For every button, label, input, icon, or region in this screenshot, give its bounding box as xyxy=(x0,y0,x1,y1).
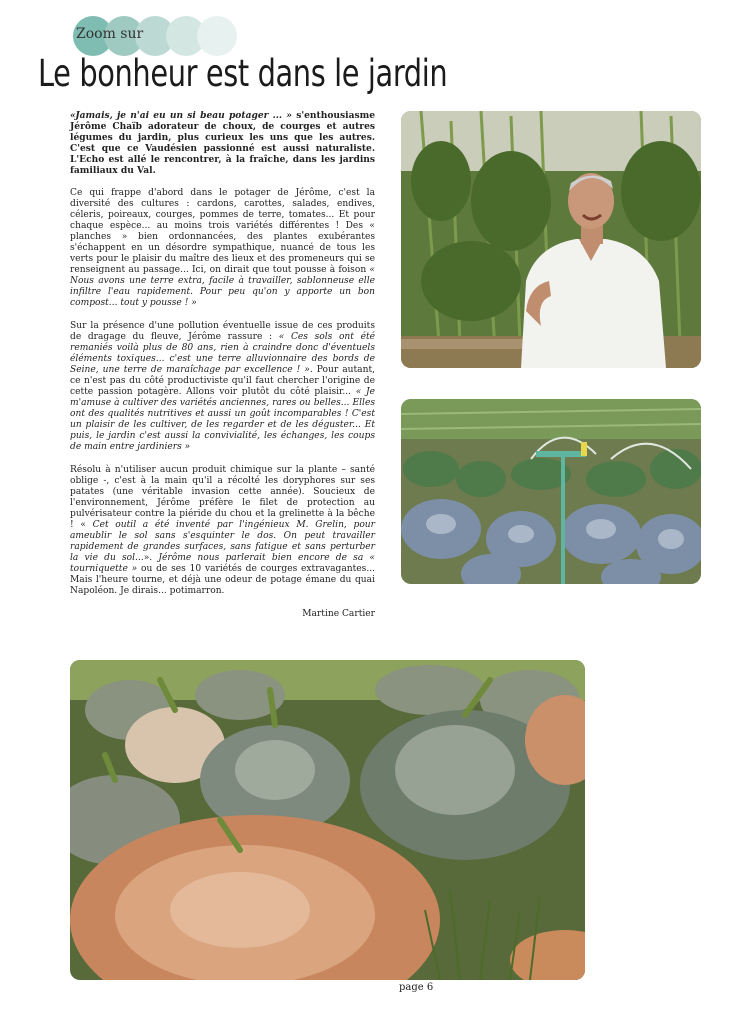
paragraph-1-quote: « Nous avons une terre extra, facile à travailler, sablonneuse elle infiltre l'eau rapidement. Pour peu qu'on y apporte un bon compost... tout y pousse ! » xyxy=(70,265,375,308)
paragraph-2-quote-2: « Je m'amuse à cultiver des variétés anciennes, rares ou belles... Elles ont des qualités nutritives et aussi un goût incomparables ! C'est un plaisir de les cultiver, de les regarder et de les déguster... Et puis, le jardin c'est aussi la convivialité, les échanges, les coups de main entre jardiniers » xyxy=(70,387,376,452)
page-number: page 6 xyxy=(399,982,434,993)
pumpkins-photo xyxy=(70,660,585,980)
paragraph-3-text-a: Résolu à n'utiliser aucun produit chimique sur la plante – santé oblige -, c'est à la main qu'il a récolté les doryphores sur ses patates (une véritable invasion cette année). Soucieux de l'environnement, Jérôme préfère le filet de protection au pulvérisateur contre la piéride du chou et la grelinette à la bêche ! « xyxy=(70,465,375,530)
paragraph-2-text-a: Sur la présence d'une pollution éventuelle issue de ces produits de dragage du fleuve, Jérôme rassure : xyxy=(70,321,375,342)
paragraph-2-quote-1: « Ces sols ont été remaniés voilà plus de 80 ans, rien à craindre donc d'éventuels éléments toxiques... c'est une terre alluvionnaire des bords de Seine, une terre de maraîchage par excellence ! » xyxy=(70,332,375,375)
author-signature: Martine Cartier xyxy=(302,609,375,619)
paragraph-3-text-b: ». xyxy=(143,553,159,563)
paragraph-3-quote-2: Jérôme nous parlerait bien encore de sa « tourniquette » xyxy=(70,553,375,574)
article-body xyxy=(70,110,375,632)
lead-quote: «Jamais, je n'ai eu un si beau potager ... » xyxy=(70,110,292,121)
paragraph-3 xyxy=(70,465,375,597)
paragraph-3-quote-1: Cet outil a été inventé par l'ingénieux M. Grelin, pour ameublir le sol sans s'esquinter le dos. On peut travailler rapidement de grandes surfaces, sans fatigue et sans perturber la vie du sol... xyxy=(70,520,376,563)
lead-text: s'enthousiasme Jérôme Chaïb adorateur de choux, de courges et autres légumes du jardin, plus curieux les uns que les autres. C'est que ce Vaudésien passionné est aussi naturaliste. L'Echo est allé le rencontrer, à la fraîche, dans les jardins familiaux du Val. xyxy=(70,110,375,176)
paragraph-1 xyxy=(70,188,375,309)
gardener-portrait-photo xyxy=(401,111,701,368)
paragraph-2-text-b: . Pour autant, ce n'est pas du côté productiviste qu'il faut chercher l'origine de cette passion potagère. Allons voir plutôt du côté plaisir... xyxy=(70,365,375,397)
paragraph-1-text: Ce qui frappe d'abord dans le potager de Jérôme, c'est la diversité des cultures : cardons, carottes, salades, endives, céleris, poireaux, courges, pommes de terre, tomates... Et pour chaque espèce... au moins trois variétés différentes ! Des « planches » bien ordonnancées, des plantes exubérantes s'échappent en un désordre sympathique, nuancé de tous les verts pour le plaisir du maître des lieux et des promeneurs qui se renseignent au passage... Ici, on dirait que tout pousse à foison xyxy=(70,188,375,275)
paragraph-3-text-c: ou de ses 10 variétés de courges extravagantes... Mais l'heure tourne, et déjà une odeur de potage émane du quai Napoléon. Je dirais... potimarron. xyxy=(70,564,375,596)
page-title: Le bonheur est dans le jardin xyxy=(38,52,448,95)
cabbage-garden-photo xyxy=(401,399,701,584)
section-kicker: Zoom sur xyxy=(76,26,144,42)
paragraph-2 xyxy=(70,321,375,453)
header-bubble-5 xyxy=(197,16,237,56)
lead-paragraph xyxy=(70,110,375,176)
